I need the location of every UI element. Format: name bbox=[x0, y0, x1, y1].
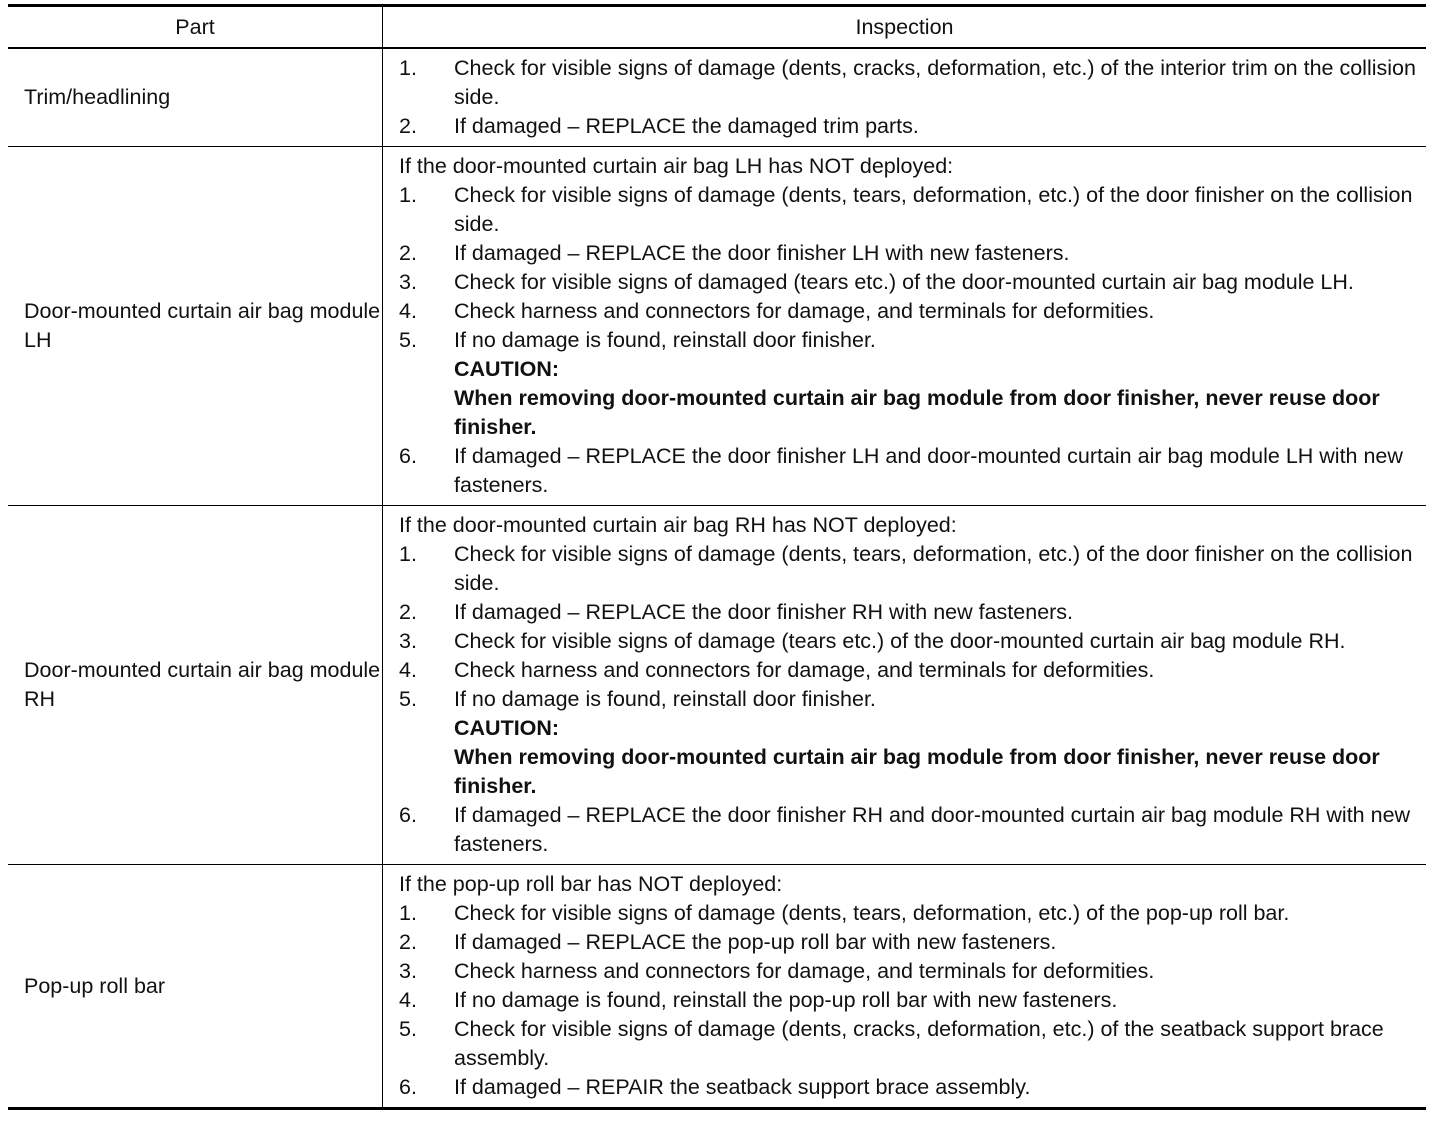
step-number: 6. bbox=[399, 1075, 417, 1099]
table-body bbox=[8, 48, 1426, 1109]
part-cell: Pop-up roll bar bbox=[8, 865, 383, 1109]
step-number: 3. bbox=[399, 959, 417, 983]
table-row bbox=[8, 506, 1426, 865]
step-number: 1. bbox=[399, 901, 417, 925]
inspection-step bbox=[399, 685, 1418, 801]
inspection-step bbox=[399, 656, 1418, 685]
step-text: Check for visible signs of damage (tears etc.) of the door-mounted curtain air bag module RH. bbox=[454, 629, 1346, 653]
inspection-steps bbox=[399, 54, 1418, 141]
inspection-step bbox=[399, 957, 1418, 986]
step-text: If no damage is found, reinstall door finisher. bbox=[454, 687, 876, 711]
inspection-step bbox=[399, 801, 1418, 859]
caution-heading: CAUTION: bbox=[454, 716, 560, 740]
inspection-step bbox=[399, 1073, 1418, 1102]
step-text: Check for visible signs of damage (dents, cracks, deformation, etc.) of the seatback support brace assembly. bbox=[454, 1017, 1384, 1070]
inspection-step bbox=[399, 297, 1418, 326]
inspection-steps bbox=[399, 899, 1418, 1102]
inspection-cell bbox=[383, 147, 1427, 506]
inspection-steps bbox=[399, 540, 1418, 859]
inspection-step bbox=[399, 326, 1418, 442]
step-number: 2. bbox=[399, 600, 417, 624]
step-number: 1. bbox=[399, 542, 417, 566]
inspection-intro: If the door-mounted curtain air bag RH has NOT deployed: bbox=[399, 513, 957, 537]
part-cell: Door-mounted curtain air bag module LH bbox=[8, 147, 383, 506]
step-text: Check for visible signs of damage (dents, cracks, deformation, etc.) of the interior trim on the collision side. bbox=[454, 56, 1416, 109]
inspection-step bbox=[399, 540, 1418, 598]
inspection-step bbox=[399, 986, 1418, 1015]
inspection-step bbox=[399, 268, 1418, 297]
step-number: 4. bbox=[399, 988, 417, 1012]
step-number: 2. bbox=[399, 114, 417, 138]
step-text: Check for visible signs of damage (dents, tears, deformation, etc.) of the pop-up roll bar. bbox=[454, 901, 1290, 925]
step-text: If damaged – REPAIR the seatback support brace assembly. bbox=[454, 1075, 1031, 1099]
step-text: If no damage is found, reinstall the pop-up roll bar with new fasteners. bbox=[454, 988, 1118, 1012]
step-text: Check harness and connectors for damage, and terminals for deformities. bbox=[454, 658, 1155, 682]
table-row bbox=[8, 147, 1426, 506]
inspection-column-header: Inspection bbox=[383, 6, 1427, 49]
step-number: 3. bbox=[399, 270, 417, 294]
step-number: 1. bbox=[399, 183, 417, 207]
caution-text: When removing door-mounted curtain air bag module from door finisher, never reuse door finisher. bbox=[454, 745, 1380, 798]
step-text: If damaged – REPLACE the damaged trim parts. bbox=[454, 114, 919, 138]
step-text: If no damage is found, reinstall door finisher. bbox=[454, 328, 876, 352]
step-text: Check for visible signs of damage (dents, tears, deformation, etc.) of the door finisher on the collision side. bbox=[454, 183, 1413, 236]
step-text: If damaged – REPLACE the door finisher RH and door-mounted curtain air bag module RH with new fasteners. bbox=[454, 803, 1411, 856]
inspection-step bbox=[399, 928, 1418, 957]
step-number: 2. bbox=[399, 241, 417, 265]
step-text: If damaged – REPLACE the door finisher RH with new fasteners. bbox=[454, 600, 1074, 624]
part-cell: Trim/headlining bbox=[8, 48, 383, 147]
table-header-row bbox=[8, 6, 1426, 49]
step-number: 5. bbox=[399, 1017, 417, 1041]
inspection-step bbox=[399, 1015, 1418, 1073]
step-number: 1. bbox=[399, 56, 417, 80]
step-number: 5. bbox=[399, 687, 417, 711]
caution-heading: CAUTION: bbox=[454, 357, 560, 381]
inspection-table bbox=[8, 4, 1426, 1110]
table-row bbox=[8, 48, 1426, 147]
inspection-intro: If the door-mounted curtain air bag LH has NOT deployed: bbox=[399, 154, 954, 178]
inspection-step bbox=[399, 54, 1418, 112]
step-number: 4. bbox=[399, 658, 417, 682]
inspection-steps bbox=[399, 181, 1418, 500]
inspection-step bbox=[399, 239, 1418, 268]
inspection-step bbox=[399, 899, 1418, 928]
table-row bbox=[8, 865, 1426, 1109]
step-number: 4. bbox=[399, 299, 417, 323]
inspection-step bbox=[399, 442, 1418, 500]
caution-text: When removing door-mounted curtain air bag module from door finisher, never reuse door finisher. bbox=[454, 386, 1380, 439]
part-cell: Door-mounted curtain air bag module RH bbox=[8, 506, 383, 865]
step-text: If damaged – REPLACE the door finisher LH with new fasteners. bbox=[454, 241, 1070, 265]
inspection-cell bbox=[383, 865, 1427, 1109]
inspection-step bbox=[399, 598, 1418, 627]
inspection-step bbox=[399, 627, 1418, 656]
step-text: Check harness and connectors for damage, and terminals for deformities. bbox=[454, 959, 1155, 983]
inspection-cell bbox=[383, 506, 1427, 865]
inspection-cell bbox=[383, 48, 1427, 147]
step-text: If damaged – REPLACE the door finisher LH and door-mounted curtain air bag module LH with new fasteners. bbox=[454, 444, 1403, 497]
step-number: 5. bbox=[399, 328, 417, 352]
inspection-intro: If the pop-up roll bar has NOT deployed: bbox=[399, 872, 783, 896]
step-number: 6. bbox=[399, 444, 417, 468]
step-number: 6. bbox=[399, 803, 417, 827]
step-text: Check for visible signs of damaged (tears etc.) of the door-mounted curtain air bag module LH. bbox=[454, 270, 1354, 294]
step-text: Check harness and connectors for damage, and terminals for deformities. bbox=[454, 299, 1155, 323]
part-column-header: Part bbox=[8, 6, 383, 49]
step-number: 2. bbox=[399, 930, 417, 954]
step-text: Check for visible signs of damage (dents, tears, deformation, etc.) of the door finisher on the collision side. bbox=[454, 542, 1413, 595]
step-number: 3. bbox=[399, 629, 417, 653]
step-text: If damaged – REPLACE the pop-up roll bar with new fasteners. bbox=[454, 930, 1057, 954]
inspection-step bbox=[399, 181, 1418, 239]
inspection-step bbox=[399, 112, 1418, 141]
